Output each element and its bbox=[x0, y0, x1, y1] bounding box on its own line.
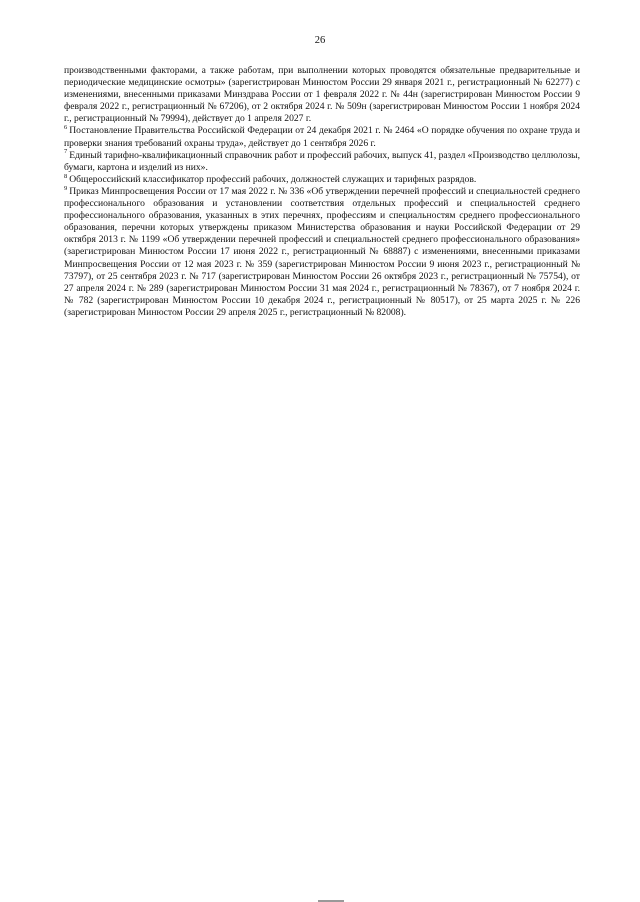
footnote-marker: 6 bbox=[64, 124, 68, 132]
footnote-marker: 8 bbox=[64, 172, 68, 180]
footnote-8 bbox=[64, 174, 580, 186]
footnote-text: Постановление Правительства Российской Федерации от 24 декабря 2021 г. № 2464 «О порядке обучения по охране труда и проверки знания требований охраны труда», действует до 1 сентября 2026 г. bbox=[64, 125, 580, 149]
page-number: 26 bbox=[314, 35, 326, 46]
footnote-9 bbox=[64, 186, 580, 319]
footnotes-section bbox=[64, 65, 580, 319]
footnote-6 bbox=[64, 125, 580, 149]
footnote-marker: 9 bbox=[64, 184, 68, 192]
footnote-text: Приказ Минпросвещения России от 17 мая 2022 г. № 336 «Об утверждении перечней профессий и специальностей среднего профессионального образования и установлении соответствия отдельных профессий и специальностей среднего профессионального образования, указанных в этих перечнях, профессиям и специальностям среднего профессионального образования, перечни которых утверждены приказом Министерства образования и науки Российской Федерации от 29 октября 2013 г. № 1199 «Об утверждении перечней профессий и специальностей среднего профессионального образования» (зарегистрирован Минюстом России 17 июня 2022 г., регистрационный № 68887) с изменениями, внесенными приказами Минпросвещения России от 12 мая 2023 г. № 359 (зарегистрирован Минюстом России 9 июня 2023 г., регистрационный № 73797), от 25 сентября 2023 г. № 717 (зарегистрирован Минюстом России 26 октября 2023 г., регистрационный № 75754), от 27 апреля 2024 г. № 289 (зарегистрирован Минюстом России 31 мая 2024 г., регистрационный № 78367), от 7 ноября 2024 г. № 782 (зарегистрирован Минюстом России 10 декабря 2024 г., регистрационный № 80517), от 25 марта 2025 г. № 226 (зарегистрирован Минюстом России 29 апреля 2025 г., регистрационный № 82008). bbox=[64, 185, 580, 318]
footnote-text: Единый тарифно-квалификационный справочник работ и профессий рабочих, выпуск 41, раздел «Производство целлюлозы, бумаги, картона и изделий из них». bbox=[64, 149, 580, 173]
footnote-text: Общероссийский классификатор профессий рабочих, должностей служащих и тарифных разрядов. bbox=[69, 173, 477, 185]
footnote-7 bbox=[64, 150, 580, 174]
footnote-continuation bbox=[64, 65, 580, 125]
footnote-marker: 7 bbox=[64, 148, 68, 156]
footnote-text: производственными факторами, а также работам, при выполнении которых проводятся обязательные предварительные и периодические медицинские осмотры» (зарегистрирован Минюстом России 29 января 2021 г., регистрационный № 62277) с изменениями, внесенными приказами Минздрава России от 1 февраля 2022 г. № 44н (зарегистрирован Минюстом России 9 февраля 2022 г., регистрационный № 67206), от 2 октября 2024 г. № 509н (зарегистрирован Минюстом России 1 ноября 2024 г., регистрационный № 79994), действует до 1 апреля 2027 г. bbox=[64, 65, 580, 125]
